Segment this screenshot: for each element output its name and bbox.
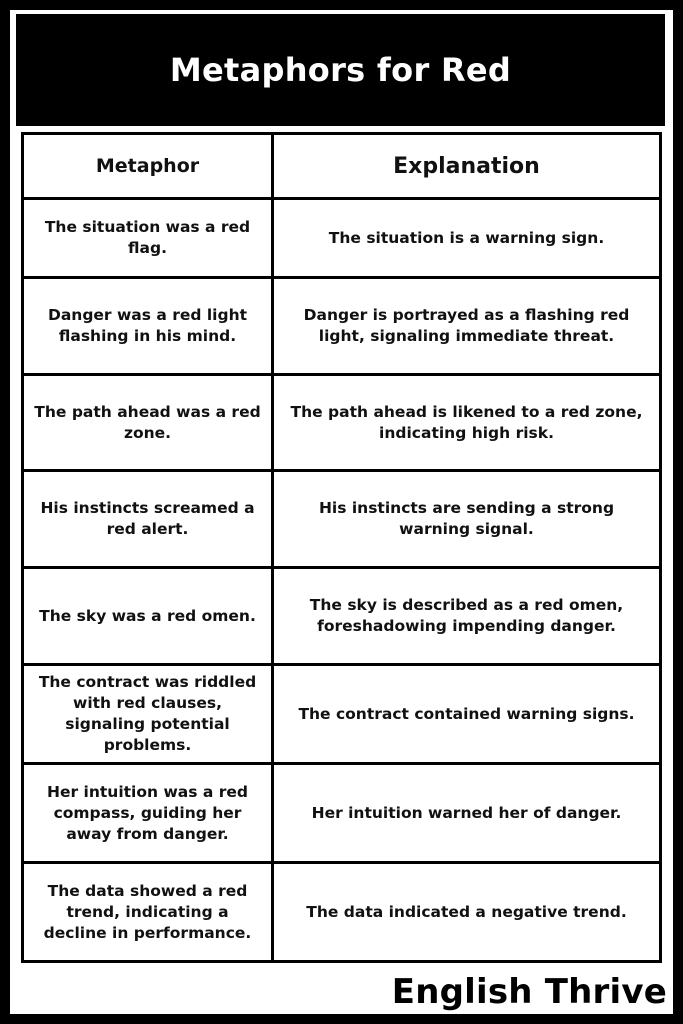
table-row [23,471,661,568]
table-header-row [23,134,661,199]
explanation-cell: The data indicated a negative trend. [273,863,661,962]
column-header-metaphor: Metaphor [23,134,273,199]
brand-logo-text: English Thrive [391,972,667,1012]
metaphor-cell: The data showed a red trend, indicating a decline in performance. [23,863,273,962]
content-panel [10,10,673,1014]
explanation-cell: The contract contained warning signs. [273,665,661,764]
metaphor-cell: Her intuition was a red compass, guiding her away from danger. [23,764,273,863]
table-row [23,863,661,962]
metaphors-table [21,132,662,963]
explanation-cell: Her intuition warned her of danger. [273,764,661,863]
metaphor-cell: The contract was riddled with red clauses, signaling potential problems. [23,665,273,764]
table-row [23,764,661,863]
column-header-explanation: Explanation [273,134,661,199]
table-row [23,665,661,764]
table-row [23,568,661,665]
table-row [23,375,661,471]
metaphor-cell: The sky was a red omen. [23,568,273,665]
page-title: Metaphors for Red [169,51,512,89]
metaphor-cell: Danger was a red light flashing in his mind. [23,278,273,375]
table-row [23,278,661,375]
metaphor-cell: The path ahead was a red zone. [23,375,273,471]
explanation-cell: The situation is a warning sign. [273,199,661,278]
explanation-cell: The path ahead is likened to a red zone, indicating high risk. [273,375,661,471]
explanation-cell: Danger is portrayed as a flashing red light, signaling immediate threat. [273,278,661,375]
explanation-cell: The sky is described as a red omen, foreshadowing impending danger. [273,568,661,665]
metaphor-cell: His instincts screamed a red alert. [23,471,273,568]
table-row [23,199,661,278]
metaphor-cell: The situation was a red flag. [23,199,273,278]
explanation-cell: His instincts are sending a strong warning signal. [273,471,661,568]
title-bar [16,14,665,126]
